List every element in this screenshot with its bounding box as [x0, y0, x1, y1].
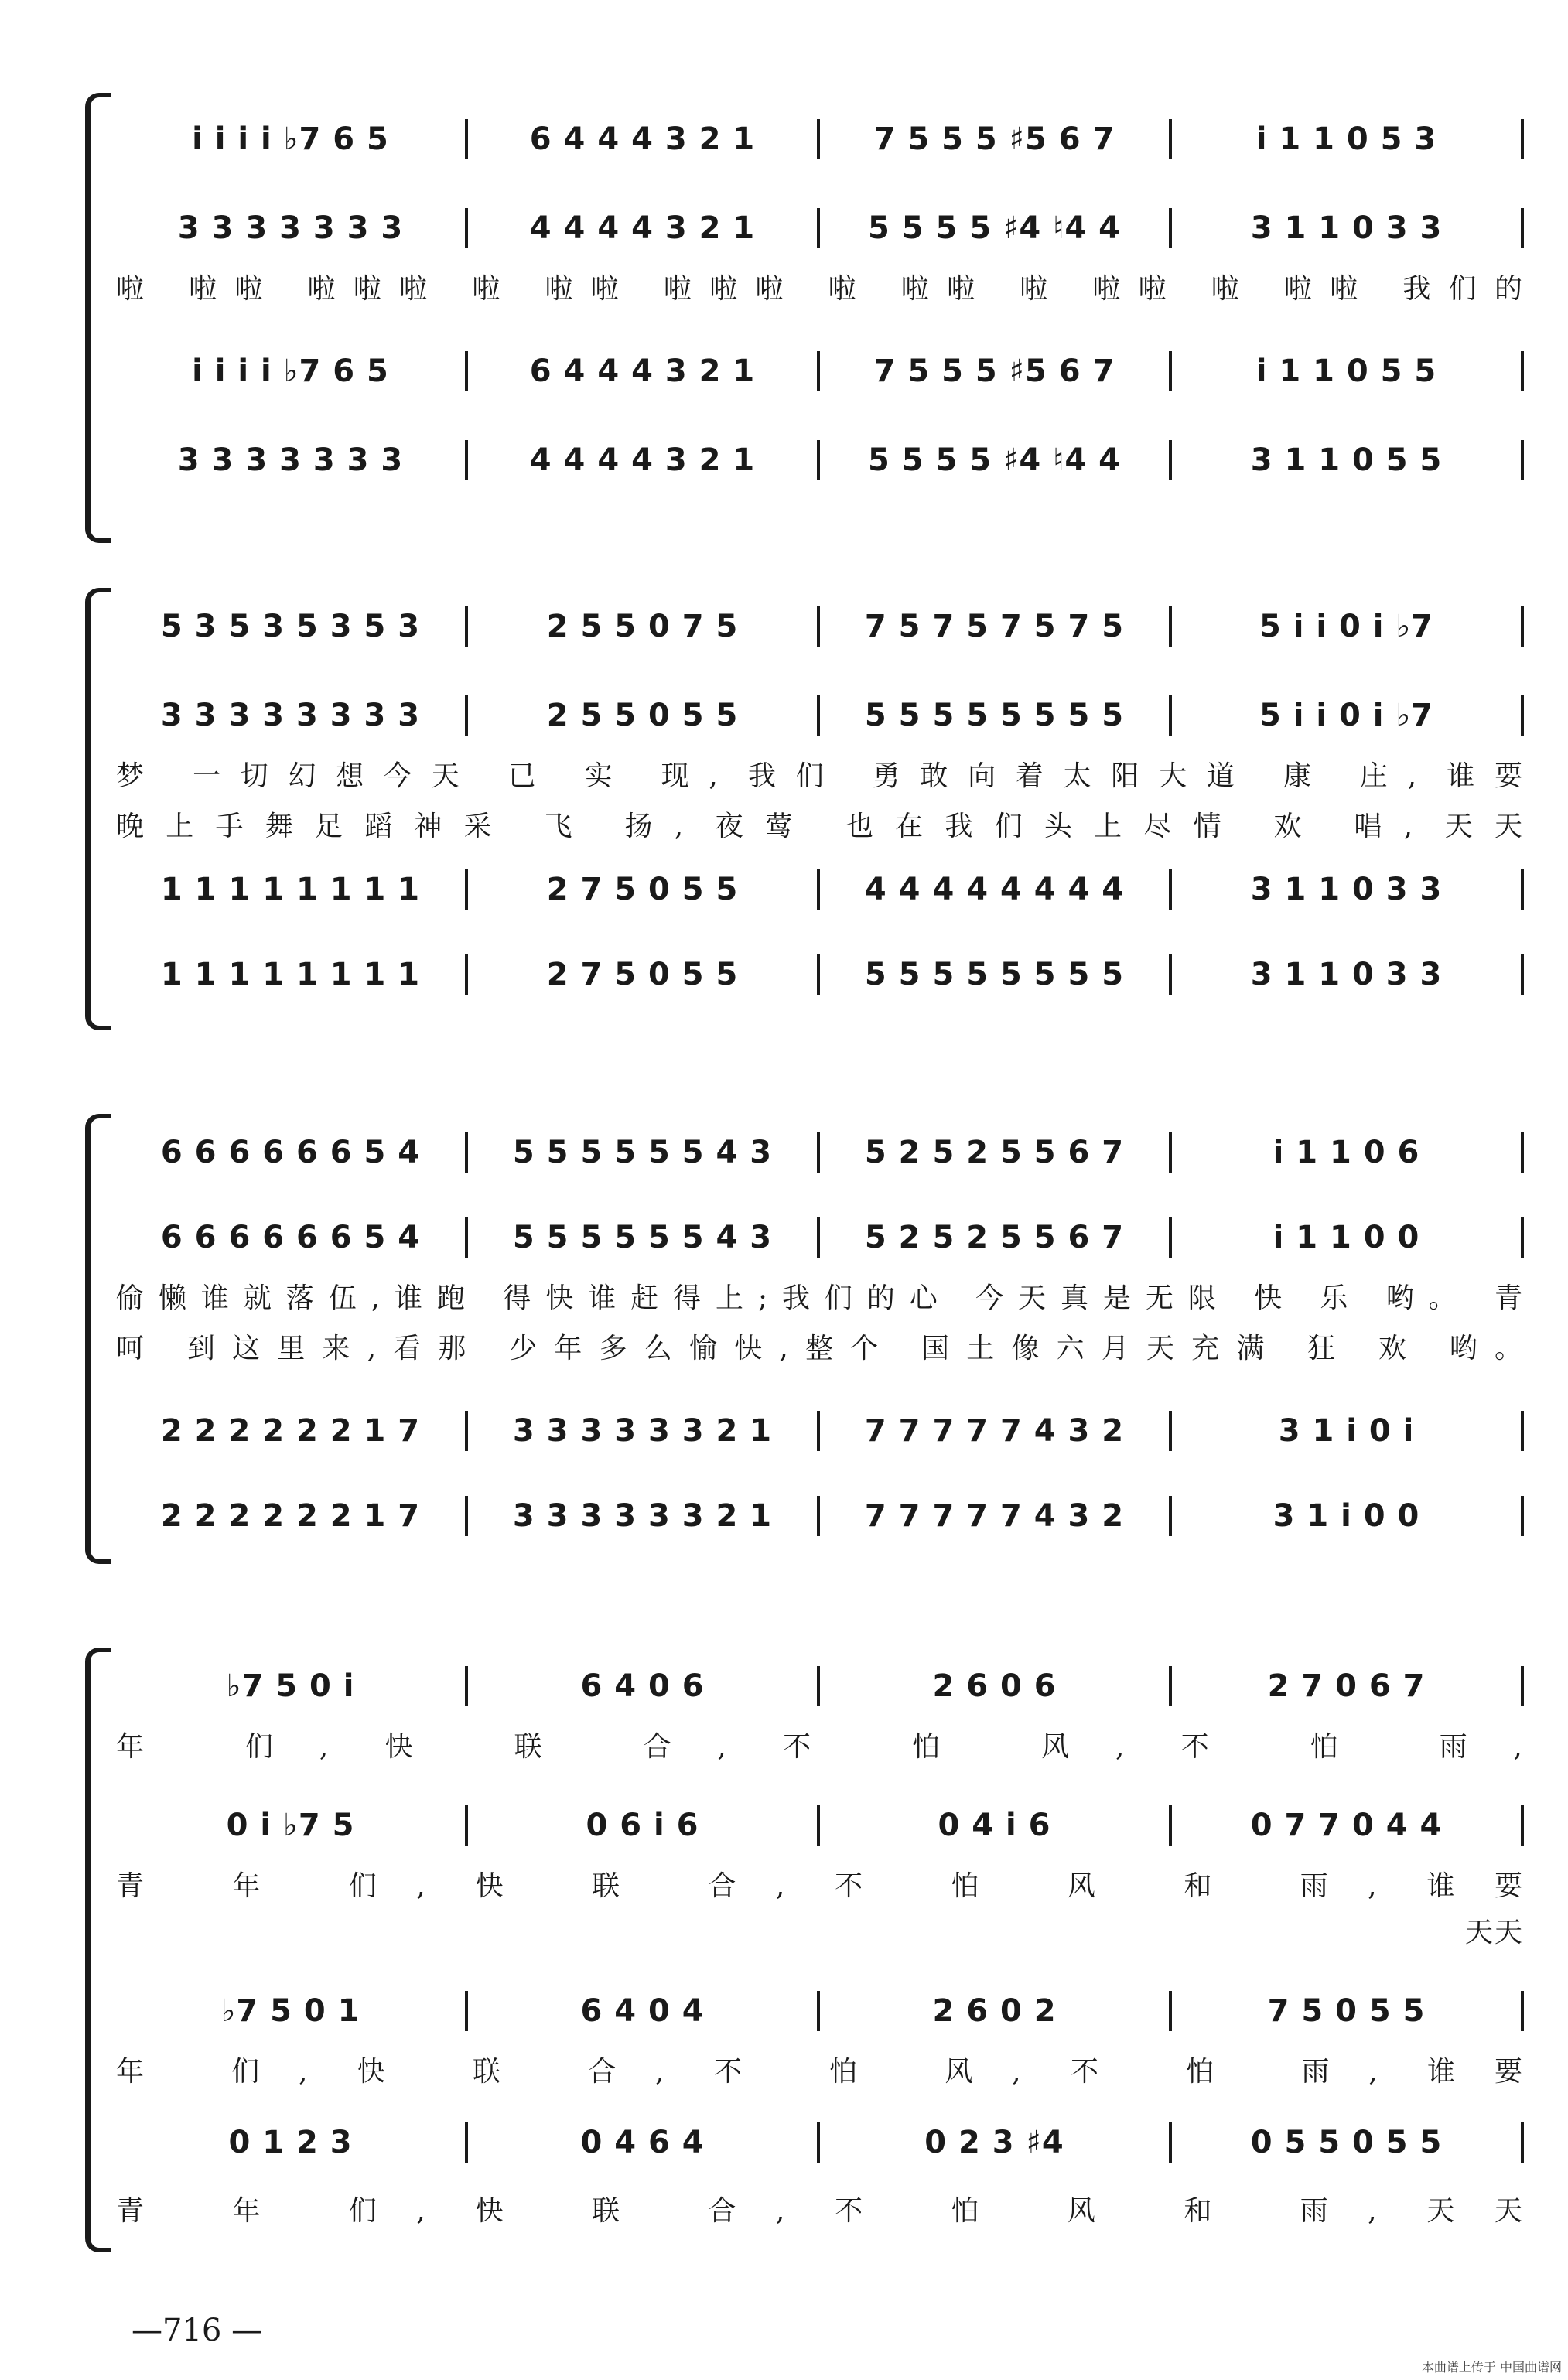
barline	[1521, 1411, 1524, 1451]
lyric-text: 晚上手舞足蹈神采 飞 扬, 夜莺 也在我们头上尽情 欢 唱, 天天	[116, 811, 1524, 842]
lyrics-line	[116, 2050, 1524, 2089]
notation-staff	[116, 2119, 1524, 2166]
measure: 5 5 5 5 5 5 5 5	[864, 957, 1125, 992]
barline	[1521, 1991, 1524, 2031]
measure: 5 i i 0 i ♭7	[1259, 609, 1434, 644]
measure: i i i i ♭7 6 5	[192, 121, 389, 157]
system-brace	[85, 93, 111, 543]
barline	[1521, 1666, 1524, 1706]
measure: i i i i ♭7 6 5	[192, 353, 389, 389]
measure: 2 7 5 0 5 5	[546, 957, 739, 992]
lyric-text: 啦 啦啦 啦啦啦 啦 啦啦 啦啦啦 啦 啦啦 啦 啦啦 啦 啦啦 我们的	[116, 273, 1524, 305]
score-system-1	[85, 93, 1524, 549]
measure: 3 3 3 3 3 3 3 3	[160, 698, 421, 733]
lyric-text: 年 们, 快 联 合, 不 怕 风, 不 怕 雨,	[116, 1731, 1524, 1763]
measure: 6 4 0 4	[580, 1993, 705, 2029]
score-system-2	[85, 588, 1524, 1067]
measure: 2 2 2 2 2 2 1 7	[160, 1498, 421, 1534]
measure: 0 2 3 ♯4	[924, 2125, 1064, 2160]
lyrics-line	[116, 1910, 1524, 1950]
lyric-text: 梦 一切幻想今天 已 实 现, 我们 勇敢向着太阳大道 康 庄, 谁要	[116, 760, 1524, 792]
notation-staff	[116, 951, 1524, 998]
measure: 0 1 2 3	[228, 2125, 353, 2160]
measure: 5 i i 0 i ♭7	[1259, 698, 1434, 733]
system-brace	[85, 588, 111, 1030]
lyric-text: 偷懒谁就落伍,谁跑 得快谁赶得上;我们的心 今天真是无限 快 乐 哟。 青	[116, 1282, 1524, 1314]
lyric-text: 呵 到这里来,看那 少年多么愉快,整个 国土像六月天充满 狂 欢 哟。	[116, 1333, 1524, 1364]
measure: 3 3 3 3 3 3 2 1	[512, 1498, 773, 1534]
measure: 7 5 0 5 5	[1267, 1993, 1426, 2029]
measure: 5 5 5 5 ♯4 ♮4 4	[867, 442, 1122, 478]
page-number: —716 —	[132, 2313, 263, 2348]
barline	[1521, 869, 1524, 910]
lyric-text: 青 年 们, 快 联 合, 不 怕 风 和 雨, 谁要	[116, 1870, 1524, 1902]
measure: 3 3 3 3 3 3 3	[177, 442, 404, 478]
measure: 5 5 5 5 5 5 4 3	[512, 1220, 773, 1255]
measure: 2 5 5 0 7 5	[546, 609, 739, 644]
lyrics-line	[116, 804, 1524, 844]
barline	[1521, 695, 1524, 736]
measure: 7 5 5 5 ♯5 6 7	[873, 121, 1115, 157]
lyrics-line	[116, 1327, 1524, 1366]
measure: 4 4 4 4 3 2 1	[529, 442, 756, 478]
barline	[1521, 1132, 1524, 1173]
measure: 3 3 3 3 3 3 2 1	[512, 1413, 773, 1449]
measure: 7 7 7 7 7 4 3 2	[864, 1498, 1125, 1534]
measure: 3 1 1 0 3 3	[1250, 210, 1443, 246]
measure: 5 3 5 3 5 3 5 3	[160, 609, 421, 644]
barline	[1521, 208, 1524, 248]
measure: 5 5 5 5 5 5 5 5	[864, 698, 1125, 733]
notation-staff	[116, 1802, 1524, 1849]
measure: 2 7 5 0 5 5	[546, 872, 739, 907]
lyrics-line	[116, 1725, 1524, 1764]
measure: i 1 1 0 5 3	[1255, 121, 1437, 157]
barline	[1521, 606, 1524, 647]
lyric-text: 年 们, 快 联 合, 不 怕 风, 不 怕 雨, 谁要	[116, 2056, 1524, 2088]
notation-staff	[116, 348, 1524, 394]
lyrics-line	[116, 267, 1524, 306]
site-watermark: 本曲谱上传于 中国曲谱网	[1421, 2360, 1562, 2375]
measure: 7 7 7 7 7 4 3 2	[864, 1413, 1125, 1449]
barline	[1521, 2122, 1524, 2163]
notation-staff	[116, 866, 1524, 913]
notation-staff	[116, 692, 1524, 739]
measure: i 1 1 0 0	[1273, 1220, 1420, 1255]
measure: 6 4 0 6	[580, 1668, 705, 1704]
notation-staff	[116, 437, 1524, 483]
measure: 2 6 0 6	[932, 1668, 1057, 1704]
measure: 2 6 0 2	[932, 1993, 1057, 2029]
measure: i 1 1 0 6	[1273, 1135, 1420, 1170]
lyric-text: 青 年 们, 快 联 合, 不 怕 风 和 雨, 天天	[116, 2195, 1524, 2227]
measure: 1 1 1 1 1 1 1 1	[160, 957, 421, 992]
measure: 0 i ♭7 5	[226, 1808, 355, 1843]
measure: 0 6 i 6	[586, 1808, 699, 1843]
notation-staff	[116, 116, 1524, 162]
system-brace	[85, 1648, 111, 2252]
measure: i 1 1 0 5 5	[1255, 353, 1437, 389]
measure: 0 4 6 4	[580, 2125, 705, 2160]
barline	[1521, 119, 1524, 159]
barline	[1521, 1496, 1524, 1536]
measure: 6 4 4 4 3 2 1	[529, 121, 756, 157]
barline	[1521, 954, 1524, 995]
measure: 3 1 1 0 5 5	[1250, 442, 1443, 478]
measure: 2 7 0 6 7	[1267, 1668, 1426, 1704]
notation-staff	[116, 1988, 1524, 2034]
lyrics-line	[116, 754, 1524, 794]
measure: 3 1 1 0 3 3	[1250, 872, 1443, 907]
notation-staff	[116, 603, 1524, 650]
measure: 5 5 5 5 5 5 4 3	[512, 1135, 773, 1170]
measure: 4 4 4 4 3 2 1	[529, 210, 756, 246]
notation-staff	[116, 1129, 1524, 1176]
notation-staff	[116, 205, 1524, 251]
measure: ♭7 5 0 i	[226, 1668, 355, 1704]
measure: 5 2 5 2 5 5 6 7	[864, 1220, 1125, 1255]
score-system-4	[85, 1648, 1524, 2282]
measure: 0 5 5 0 5 5	[1250, 2125, 1443, 2160]
measure: 6 4 4 4 3 2 1	[529, 353, 756, 389]
lyrics-line	[116, 1276, 1524, 1316]
notation-staff	[116, 1493, 1524, 1539]
lyric-text: 天天	[1464, 1917, 1524, 1948]
measure: 4 4 4 4 4 4 4 4	[864, 872, 1125, 907]
measure: ♭7 5 0 1	[220, 1993, 360, 2029]
lyrics-line	[116, 2189, 1524, 2228]
notation-staff	[116, 1214, 1524, 1261]
measure: 7 5 7 5 7 5 7 5	[864, 609, 1125, 644]
measure: 3 1 i 0 0	[1273, 1498, 1420, 1534]
barline	[1521, 1805, 1524, 1846]
measure: 5 5 5 5 ♯4 ♮4 4	[867, 210, 1122, 246]
system-brace	[85, 1114, 111, 1564]
measure: 0 4 i 6	[938, 1808, 1051, 1843]
barline	[1521, 1217, 1524, 1258]
measure: 2 2 2 2 2 2 1 7	[160, 1413, 421, 1449]
measure: 6 6 6 6 6 6 5 4	[160, 1220, 421, 1255]
measure: 3 1 1 0 3 3	[1250, 957, 1443, 992]
measure: 0 7 7 0 4 4	[1250, 1808, 1443, 1843]
measure: 6 6 6 6 6 6 5 4	[160, 1135, 421, 1170]
score-system-3	[85, 1114, 1524, 1593]
measure: 5 2 5 2 5 5 6 7	[864, 1135, 1125, 1170]
measure: 7 5 5 5 ♯5 6 7	[873, 353, 1115, 389]
barline	[1521, 351, 1524, 391]
notation-staff	[116, 1408, 1524, 1454]
measure: 1 1 1 1 1 1 1 1	[160, 872, 421, 907]
barline	[1521, 440, 1524, 480]
measure: 3 1 i 0 i	[1278, 1413, 1415, 1449]
lyrics-line	[116, 1864, 1524, 1904]
notation-staff	[116, 1663, 1524, 1709]
measure: 3 3 3 3 3 3 3	[177, 210, 404, 246]
measure: 2 5 5 0 5 5	[546, 698, 739, 733]
